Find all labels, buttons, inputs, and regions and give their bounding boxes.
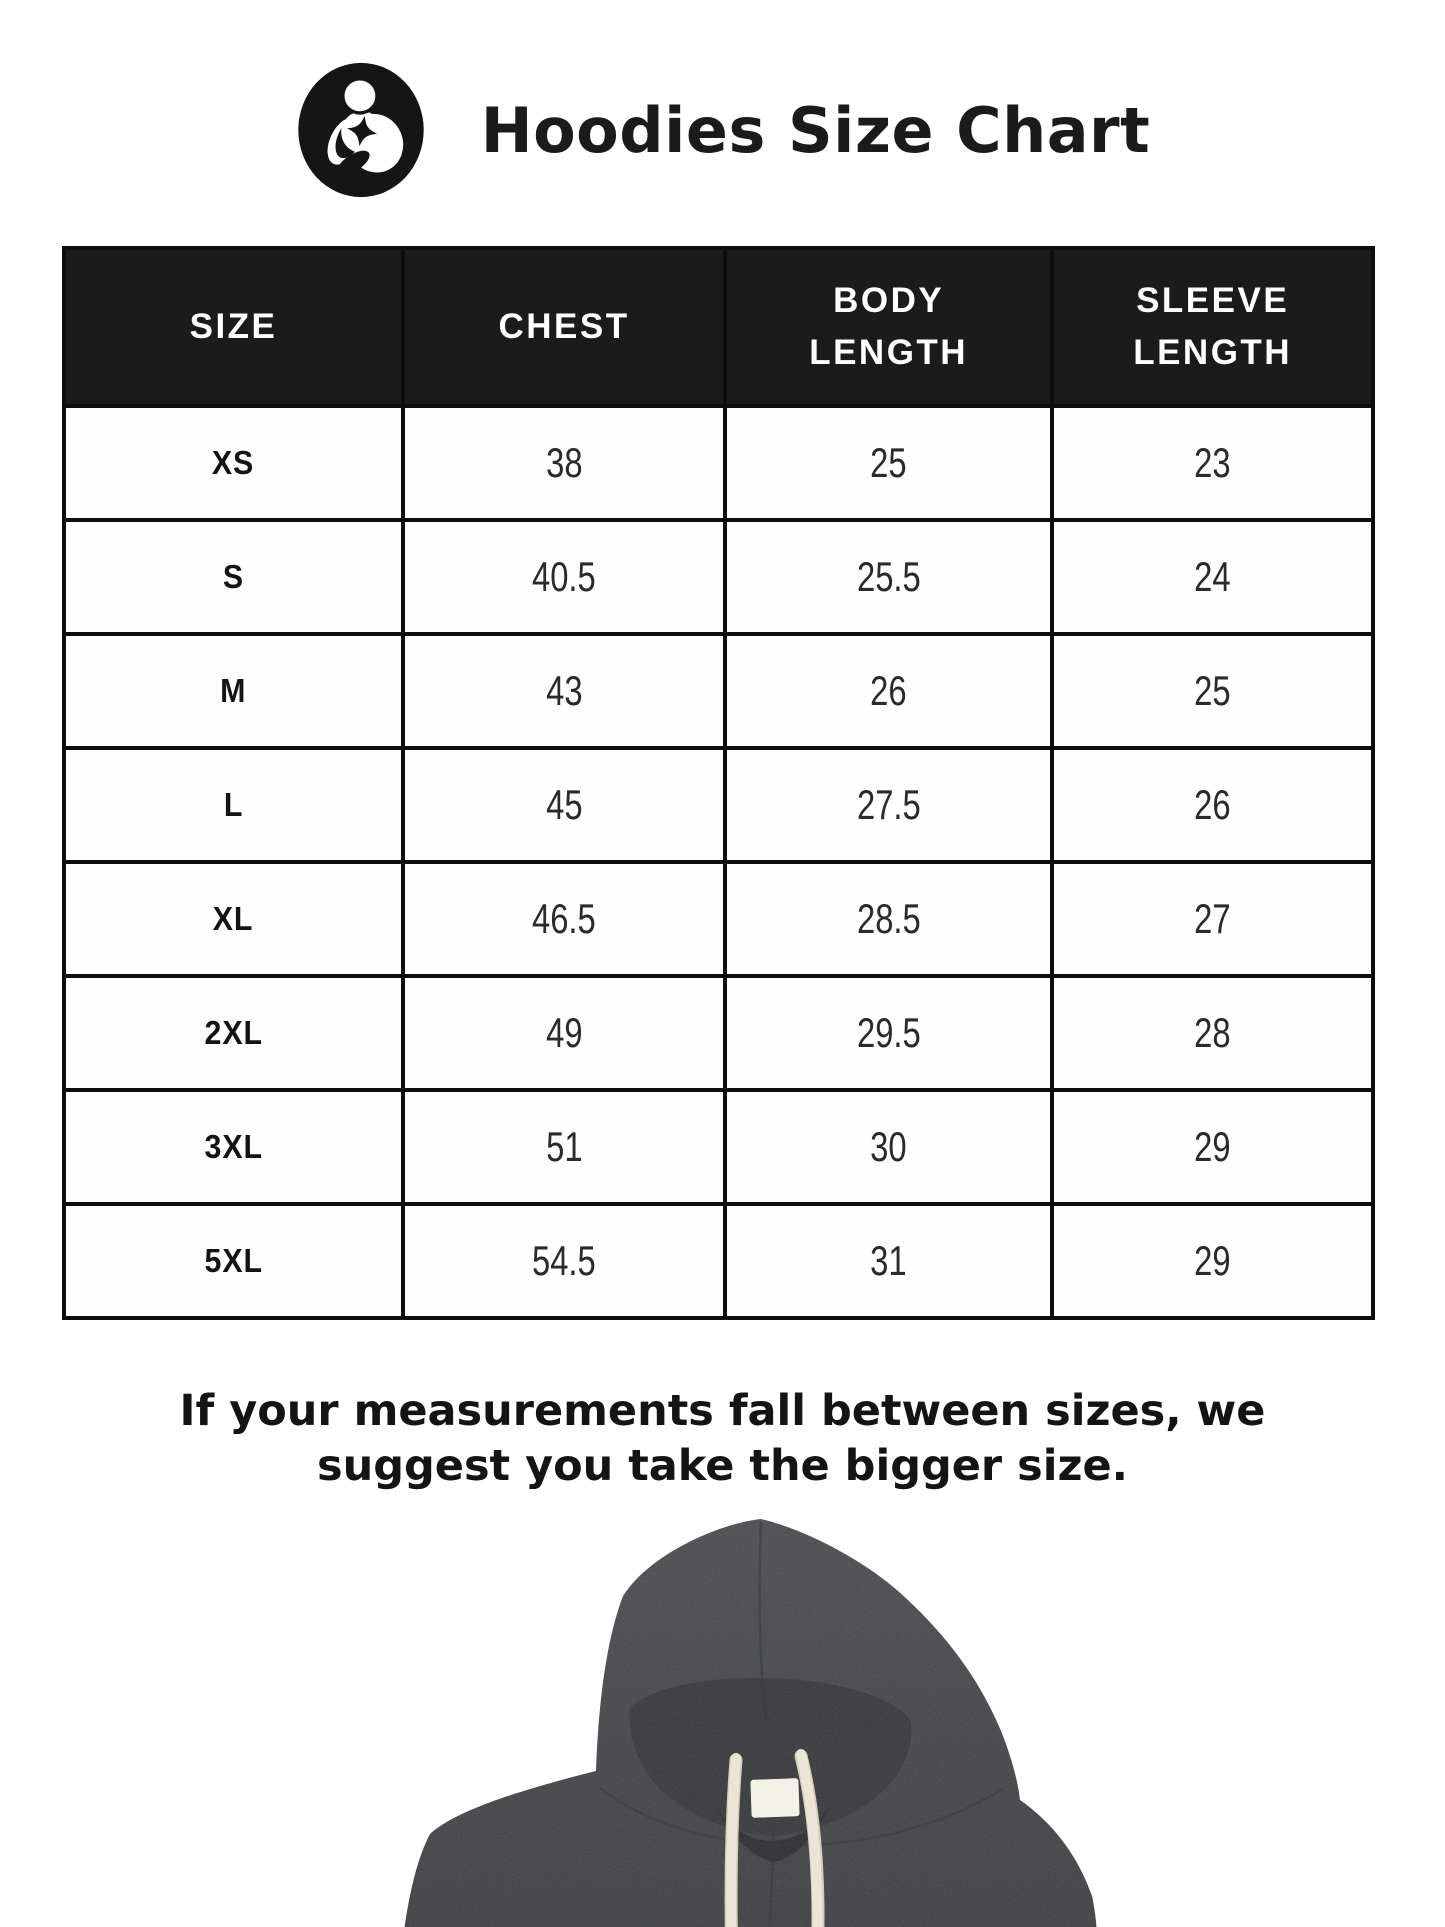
size-value: S — [222, 558, 245, 595]
chest-value: 40.5 — [532, 553, 596, 600]
table-row — [64, 976, 1373, 1090]
table-row — [64, 862, 1373, 976]
table-row — [64, 406, 1373, 520]
body-length-cell — [725, 406, 1052, 520]
size-table-head — [64, 248, 1373, 406]
size-cell — [64, 862, 403, 976]
chest-value: 45 — [545, 781, 583, 828]
body-length-cell — [725, 1204, 1052, 1318]
body-length-cell — [725, 862, 1052, 976]
size-table-body — [64, 406, 1373, 1318]
chest-cell — [403, 976, 725, 1090]
body-length-value: 28.5 — [856, 895, 921, 942]
body-length-value: 27.5 — [856, 781, 921, 828]
sleeve-length-value: 27 — [1194, 895, 1231, 942]
chest-value: 49 — [545, 1009, 583, 1056]
chest-cell — [403, 520, 725, 634]
table-row — [64, 634, 1373, 748]
size-value: XS — [212, 444, 255, 481]
sizing-note-line-2: suggest you take the bigger size. — [317, 1441, 1128, 1491]
chest-cell — [403, 748, 725, 862]
brand-logo-icon — [295, 61, 427, 199]
size-table — [62, 246, 1375, 1320]
chest-cell — [403, 862, 725, 976]
body-length-cell — [725, 634, 1052, 748]
size-cell — [64, 406, 403, 520]
size-cell — [64, 1204, 403, 1318]
chest-cell — [403, 634, 725, 748]
size-value: M — [220, 672, 247, 709]
column-header-chest: CHEST — [403, 248, 725, 406]
sizing-note — [0, 1384, 1445, 1494]
chest-cell — [403, 1090, 725, 1204]
sizing-note-line-1: If your measurements fall between sizes, we — [179, 1386, 1266, 1436]
sleeve-length-value: 24 — [1194, 553, 1231, 600]
size-value: 5XL — [204, 1242, 263, 1279]
body-length-cell — [725, 520, 1052, 634]
column-header-sleeve-length: SLEEVE LENGTH — [1052, 248, 1373, 406]
size-value: 3XL — [204, 1128, 263, 1165]
size-cell — [64, 748, 403, 862]
body-length-value: 26 — [870, 667, 907, 714]
sleeve-length-value: 25 — [1194, 667, 1231, 714]
sleeve-length-cell — [1052, 634, 1373, 748]
table-row — [64, 1090, 1373, 1204]
body-length-value: 29.5 — [856, 1009, 921, 1056]
sleeve-length-cell — [1052, 976, 1373, 1090]
body-length-value: 25.5 — [856, 553, 921, 600]
chest-value: 46.5 — [532, 895, 596, 942]
chest-value: 38 — [545, 439, 583, 486]
chest-cell — [403, 1204, 725, 1318]
sleeve-length-value: 28 — [1194, 1009, 1231, 1056]
size-cell — [64, 520, 403, 634]
body-length-value: 30 — [870, 1123, 907, 1170]
chest-value: 51 — [545, 1123, 583, 1170]
size-value: XL — [213, 900, 254, 937]
body-length-cell — [725, 748, 1052, 862]
chest-value: 43 — [545, 667, 583, 714]
body-length-cell — [725, 976, 1052, 1090]
header-row — [64, 248, 1373, 406]
size-value: 2XL — [204, 1014, 263, 1051]
size-cell — [64, 976, 403, 1090]
sleeve-length-cell — [1052, 520, 1373, 634]
body-length-value: 31 — [870, 1237, 907, 1284]
table-row — [64, 1204, 1373, 1318]
sleeve-length-value: 26 — [1194, 781, 1231, 828]
sleeve-length-cell — [1052, 406, 1373, 520]
sleeve-length-cell — [1052, 862, 1373, 976]
sleeve-length-cell — [1052, 1090, 1373, 1204]
column-header-size: SIZE — [64, 248, 403, 406]
body-length-value: 25 — [870, 439, 907, 486]
size-value: L — [223, 786, 244, 823]
sleeve-length-cell — [1052, 748, 1373, 862]
chest-value: 54.5 — [532, 1237, 596, 1284]
chest-cell — [403, 406, 725, 520]
sleeve-length-value: 23 — [1194, 439, 1231, 486]
table-row — [64, 520, 1373, 634]
table-row — [64, 748, 1373, 862]
sleeve-length-value: 29 — [1194, 1123, 1231, 1170]
size-cell — [64, 1090, 403, 1204]
sleeve-length-cell — [1052, 1204, 1373, 1318]
size-cell — [64, 634, 403, 748]
column-header-body-length: BODY LENGTH — [725, 248, 1052, 406]
page-title: Hoodies Size Chart — [480, 93, 1151, 167]
page-header — [0, 54, 1445, 206]
sleeve-length-value: 29 — [1194, 1237, 1231, 1284]
body-length-cell — [725, 1090, 1052, 1204]
hoodie-photo — [318, 1516, 1132, 1927]
